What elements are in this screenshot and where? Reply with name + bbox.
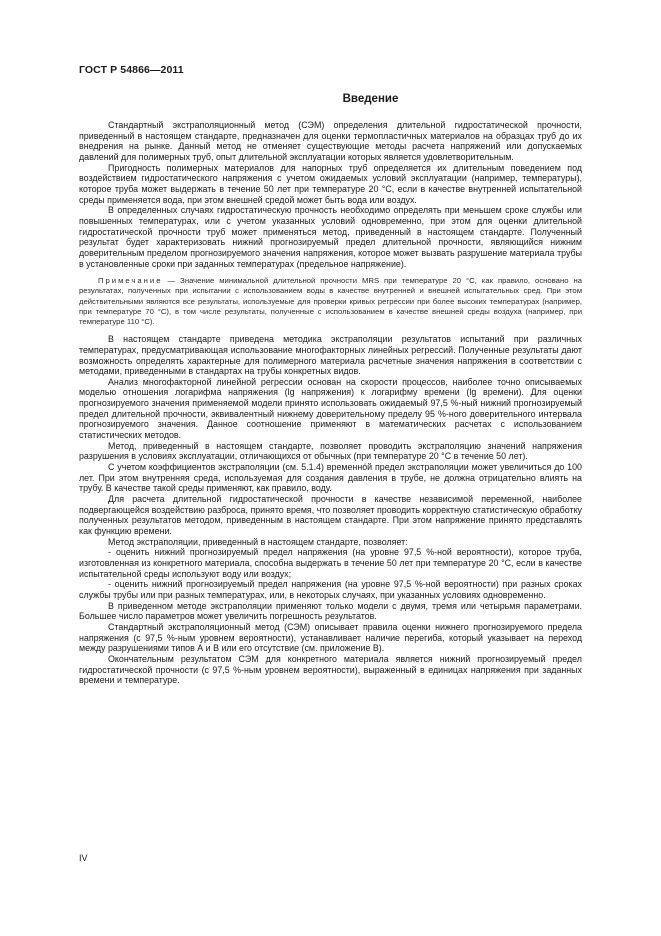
- paragraph: Для расчета длительной гидростатической прочности в качестве независимой переменной, наиболее подвергающейся воздействию разброса, принято время, что позволяет проводить корректную статистическую обработку полученных результатов методом, приведенным в настоящем стандарте. При этом напряжение принято представлять как функцию времени.: [79, 494, 582, 537]
- list-item: - оценить нижний прогнозируемый предел напряжения (на уровне 97,5 %-ной вероятности), которое труба, изготовленная из конкретного материала, способна выдержать в течение 50 лет при температуре 20 °С, если в качестве испытательной среды используют воду или воздух;: [79, 547, 582, 579]
- paragraph: Окончательным результатом СЭМ для конкретного материала является нижний прогнозируемый предел гидростатической прочности (с 97,5 %-ным уровнем вероятности), выраженный в единицах напряжения при заданных времени и температуре.: [79, 653, 582, 686]
- paragraph: Анализ многофакторной линейной регрессии основан на скорости процессов, наиболее точно описываемых моделью отношения логарифма напряжения (lg напряжения) к логарифму времени (lg времени). Для оценки прогнозируемого значения применяемой модели принято использовать ожидаемый 97,5 %-ный нижний прогнозируемый предел длительной прочности, эквивалентный нижнему доверительному пределу 95 %-ного доверительного интервала прогнозируемого значения. Данное соотношение применяют в математических расчетах с использованием статистических методов.: [79, 376, 582, 441]
- note-text: — Значение минимальной длительной прочности MRS при температуре 20 °С, как правило, основано на результатах, полученных при испытании с использованием воды в качестве внутренней и внешней испытательных сред. При этом действительными являются все результаты, используемые для проверки кривых регрессии при более высоких температурах (например, при температуре 70 °С), в том числе результаты, полученные с использованием в качестве внешней среды воздуха (например, при температуре 110 °С).: [79, 276, 582, 326]
- paragraph: С учетом коэффициентов экстраполяции (см. 5.1.4) временнóй предел экстраполяции может увеличиться до 100 лет. При этом внутренняя среда, используемая для создания давления в трубе, не должна отрицательно влиять на трубу. В качестве такой среды применяют, как правило, воду.: [79, 462, 582, 494]
- note-label: Примечание: [98, 276, 163, 286]
- paragraph: В настоящем стандарте приведена методика экстраполяции результатов испытаний при различных температурах, предусматривающая использование многофакторных линейных регрессий. Полученные результаты дают возможность определять характерные для полимерного материала расчетные значения напряжения в соответствии с методами, приведенными в стандартах на трубы конкретных видов.: [79, 334, 582, 377]
- body-text: [79, 120, 582, 686]
- paragraph: Метод, приведенный в настоящем стандарте, позволяет проводить экстраполяцию значений напряжения разрушения в условиях эксплуатации, отличающихся от обычных (при температуре 20 °С в течение 50 лет).: [79, 440, 582, 462]
- paragraph: Метод экстраполяции, приведенный в настоящем стандарте, позволяет:: [108, 536, 408, 547]
- section-title: Введение: [342, 93, 399, 105]
- page-number: IV: [79, 853, 88, 863]
- paragraph: Пригодность полимерных материалов для напорных труб определяется их длительным поведением под воздействием гидростатического напряжения с учетом ожидаемых условий эксплуатации (например, температуры), которое труба может выдержать в течение 50 лет при температуре 20 °С, если в качестве внутренней испытательной среды применяется вода, при этом внешней средой может быть вода или воздух.: [79, 162, 582, 205]
- paragraph: В приведенном методе экстраполяции применяют только модели с двумя, тремя или четырьмя параметрами. Большее число параметров может увеличить погрешность результатов.: [79, 600, 582, 622]
- paragraph: В определенных случаях гидростатическую прочность необходимо определять при меньшем сроке службы или повышенных температурах, или с учетом указанных условий одновременно, при этом для оценки длительной гидростатической прочности труб может применяться метод, приведенный в настоящем стандарте. Полученный результат будет характеризовать нижний прогнозируемый предел длительной прочности, являющийся нижним доверительным пределом прогнозируемого значения напряжения, которое может вызвать разрушение материала трубы в установленные сроки при заданных температурах (предельное напряжение).: [79, 205, 582, 269]
- paragraph: Стандартный экстраполяционный метод (СЭМ) описывает правила оценки нижнего прогнозируемого предела напряжения (с 97,5 %-ным уровнем вероятности), устанавливает наличие перегиба, который указывает на переход между разрушениями типов А и В или его отсутствие (см. приложение В).: [79, 621, 582, 654]
- list-item: - оценить нижний прогнозируемый предел напряжения (на уровне 97,5 %-ной вероятности) при разных сроках службы трубы или при разных температурах, или, в некоторых случаях, при указанных условиях одновременно.: [79, 579, 582, 600]
- paragraph: Стандартный экстраполяционный метод (СЭМ) определения длительной гидростатической прочности, приведенный в настоящем стандарте, предназначен для оценки термопластичных материалов на образцах труб до их внедрения на рынке. Данный метод не отменяет существующие методы расчета напряжений или допускаемых давлений для полимерных труб, опыт длительной эксплуатации которых является удовлетворительным.: [79, 120, 582, 162]
- document-header: ГОСТ Р 54866—2011: [79, 64, 184, 76]
- note: [79, 276, 582, 327]
